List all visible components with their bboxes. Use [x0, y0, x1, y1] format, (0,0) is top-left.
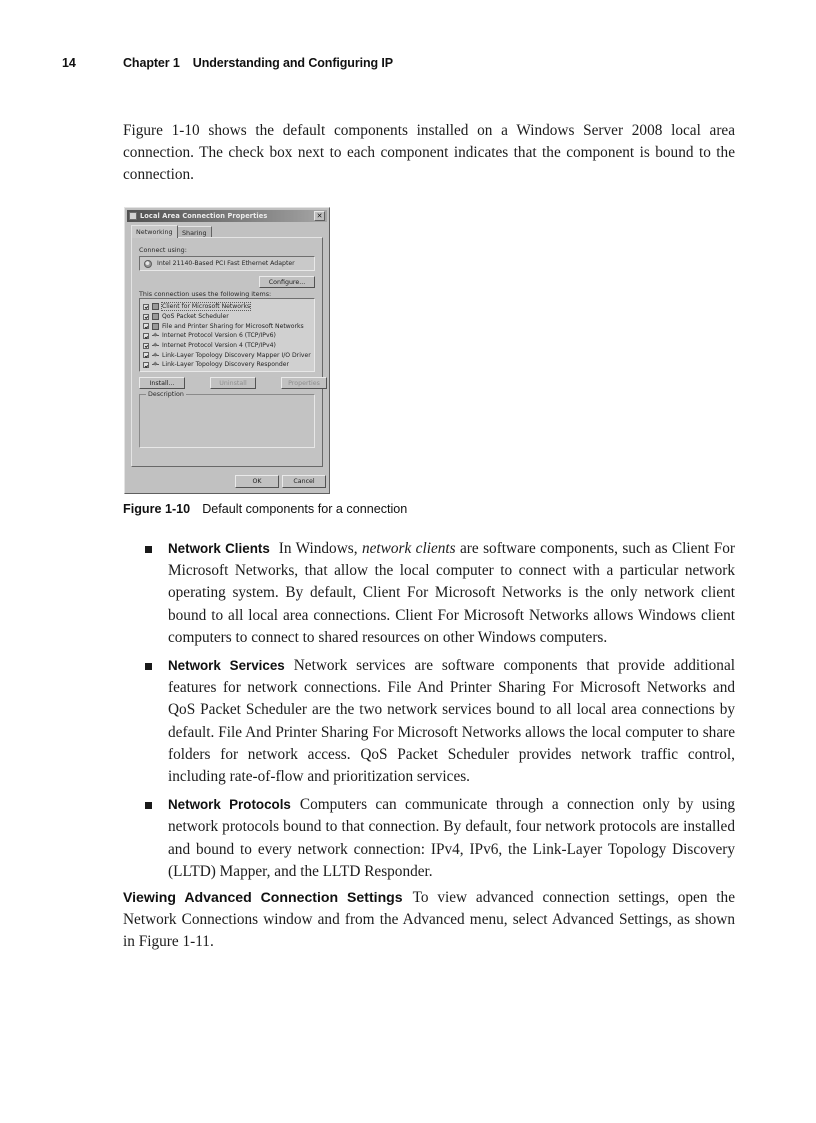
checkbox-icon[interactable] [143, 343, 149, 349]
bullet-paragraph [168, 655, 735, 788]
dialog-title: Local Area Connection Properties [140, 212, 268, 220]
page-number: 14 [62, 56, 76, 70]
chapter-title: Understanding and Configuring IP [192, 56, 394, 70]
dialog-title-bar [127, 210, 327, 222]
network-adapter-icon [144, 260, 152, 268]
bullet-list [145, 538, 735, 889]
list-item-label: Link-Layer Topology Discovery Mapper I/O Driver [162, 351, 311, 359]
computer-icon [152, 323, 159, 330]
bullet-term: Network Clients [168, 541, 270, 556]
adapter-field [139, 256, 315, 271]
network-connection-icon [129, 212, 137, 220]
list-item [145, 794, 735, 883]
install-button[interactable]: Install... [139, 377, 185, 389]
list-item-label: Client for Microsoft Networks [162, 303, 251, 311]
checkbox-icon[interactable] [143, 314, 149, 320]
list-item-label: File and Printer Sharing for Microsoft Networks [162, 322, 304, 330]
list-item [145, 655, 735, 788]
properties-button[interactable]: Properties [281, 377, 327, 389]
bullet-italic-1: network clients [361, 540, 456, 557]
intro-paragraph-block [123, 120, 735, 187]
configure-button[interactable]: Configure... [259, 276, 315, 288]
description-group [139, 391, 315, 448]
checkbox-icon[interactable] [143, 352, 149, 358]
list-item[interactable] [143, 341, 312, 351]
items-list-label: This connection uses the following items: [139, 290, 272, 298]
bullet-term: Network Protocols [168, 797, 291, 813]
protocol-icon [152, 352, 159, 359]
networking-tab-panel [131, 237, 323, 467]
protocol-icon [152, 342, 159, 349]
tab-sharing[interactable]: Sharing [177, 226, 212, 238]
tab-networking[interactable]: Networking [131, 225, 178, 238]
computer-icon [152, 303, 159, 310]
checkbox-icon[interactable] [143, 362, 149, 368]
adapter-name: Intel 21140-Based PCI Fast Ethernet Adapter [157, 260, 295, 267]
list-item[interactable] [143, 331, 312, 341]
bullet-paragraph [168, 538, 735, 649]
running-head [0, 56, 816, 78]
close-icon[interactable]: ✕ [314, 211, 325, 221]
square-bullet-icon [145, 663, 152, 670]
description-group-label: Description [148, 391, 184, 398]
run-in-paragraph [123, 886, 735, 954]
list-item-label: Internet Protocol Version 6 (TCP/IPv6) [162, 332, 276, 340]
bullet-paragraph [168, 794, 735, 883]
chapter-breadcrumb [123, 56, 393, 70]
list-item-label: QoS Packet Scheduler [162, 313, 229, 321]
components-list[interactable] [139, 298, 315, 372]
bullet-text-1: In Windows, [278, 540, 362, 557]
figure-caption [123, 502, 407, 516]
bullet-text-1: Network services are software components that provide additional features for network connections. File And Printer Sharing For Microsoft Networks and QoS Packet Scheduler are the two network services bound to all local area connections by default. File And Printer Sharing For Microsoft Networks allows the local computer to share folders for network access. QoS Packet Scheduler provides network traffic control, including rate-of-flow and prioritization services. [168, 657, 735, 786]
list-item-label: Internet Protocol Version 4 (TCP/IPv4) [162, 342, 276, 350]
protocol-icon [152, 361, 159, 368]
run-in-text: To view advanced connection settings, open the Network Connections window and from the Advanced menu, select Advanced Settings, as shown in Figure 1-11. [123, 889, 735, 951]
intro-paragraph: Figure 1-10 shows the default components installed on a Windows Server 2008 local area connection. The check box next to each component indicates that the component is bound to the connection. [123, 122, 735, 184]
bullet-term: Network Services [168, 658, 285, 674]
list-item [145, 538, 735, 649]
figure-caption-text: Default components for a connection [202, 502, 408, 516]
local-area-connection-properties-dialog [124, 207, 330, 494]
list-item[interactable] [143, 312, 312, 322]
list-item-label: Link-Layer Topology Discovery Responder [162, 361, 289, 369]
figure-dialog-screenshot [124, 207, 330, 494]
bullet-text-1: Computers can communicate through a connection only by using network protocols bound to that connection. By default, four network protocols are installed and bound to every network connection: IPv4, IPv6, the Link-Layer Topology Discovery (LLTD) Mapper, and the LLTD Responder. [168, 796, 735, 880]
ok-button[interactable]: OK [235, 475, 279, 488]
list-item[interactable] [143, 350, 312, 360]
computer-icon [152, 313, 159, 320]
uninstall-button[interactable]: Uninstall [210, 377, 256, 389]
cancel-button[interactable]: Cancel [282, 475, 326, 488]
square-bullet-icon [145, 546, 152, 553]
run-in-heading: Viewing Advanced Connection Settings [123, 889, 403, 905]
chapter-label: Chapter 1 [123, 56, 180, 70]
run-in-section [123, 886, 735, 954]
checkbox-icon[interactable] [143, 304, 149, 310]
list-item[interactable] [143, 321, 312, 331]
connect-using-label: Connect using: [139, 246, 187, 254]
list-item[interactable] [143, 302, 312, 312]
square-bullet-icon [145, 802, 152, 809]
protocol-icon [152, 332, 159, 339]
list-item[interactable] [143, 360, 312, 370]
figure-caption-label: Figure 1-10 [123, 502, 191, 516]
checkbox-icon[interactable] [143, 333, 149, 339]
checkbox-icon[interactable] [143, 323, 149, 329]
bullet-text-2: are software components, such as Client For Microsoft Networks, that allow the local computer to connect with a particular network operating system. By default, Client For Microsoft Networks is the only network client bound to all local area connections. Client For Microsoft Networks allows Windows client computers to connect to shared resources on other Windows computers. [168, 540, 736, 646]
